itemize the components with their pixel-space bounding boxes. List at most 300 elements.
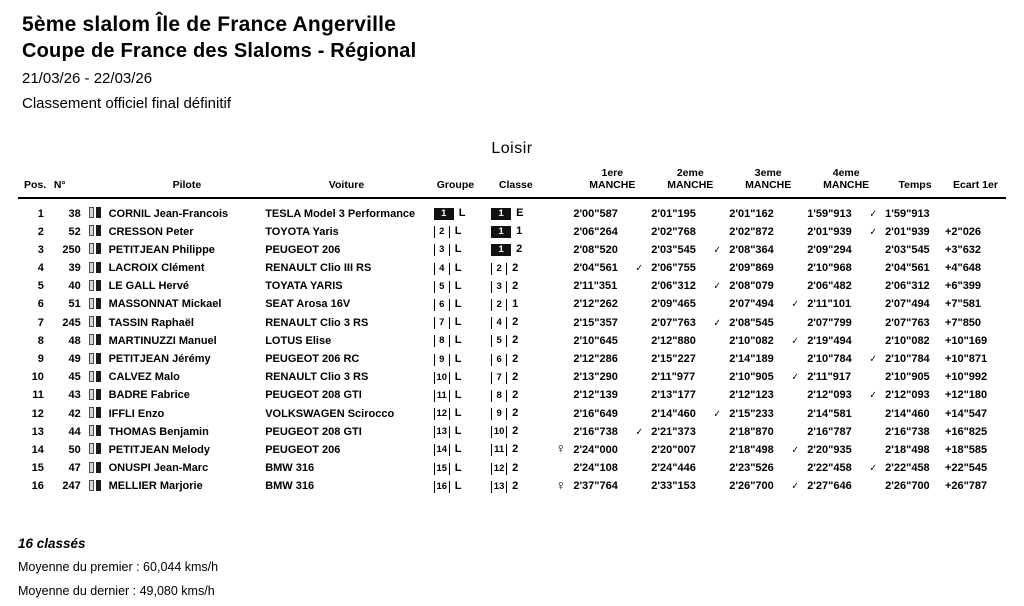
cell-run-4	[807, 277, 885, 295]
cell-class	[483, 368, 548, 386]
class-letter: 2	[512, 443, 519, 456]
license-flag-icon	[89, 243, 103, 254]
group-letter: L	[454, 316, 462, 329]
cell-position: 14	[31, 443, 44, 456]
event-championship: Coupe de France des Slaloms - Régional	[22, 40, 417, 62]
class-rank-badge: 1	[491, 244, 511, 256]
header-row	[18, 168, 1006, 198]
cell-female-marker	[548, 277, 573, 295]
cell-car: LOTUS Elise	[265, 334, 332, 347]
group-rank-badge: 10	[434, 372, 450, 384]
cell-driver-name: CRESSON Peter	[108, 225, 194, 238]
table-row	[18, 259, 1006, 277]
manche4-line2: MANCHE	[823, 178, 870, 191]
cell-gap-to-first: +3"632	[944, 243, 982, 256]
cell-license-icon	[89, 459, 109, 477]
cell-driver-name: BADRE Fabrice	[108, 389, 190, 402]
run-time: 2'07"494	[729, 298, 774, 311]
cell-license-icon	[89, 441, 109, 459]
run-time: 2'08"364	[729, 243, 774, 256]
table-row	[18, 350, 1006, 368]
run-time: 2'26"700	[729, 480, 774, 493]
group-letter: L	[454, 425, 462, 438]
cell-run-2	[651, 295, 729, 313]
run-time: 2'11"917	[807, 371, 852, 384]
table-row	[18, 368, 1006, 386]
cell-run-3	[729, 423, 807, 441]
group-rank-badge: 3	[434, 244, 450, 256]
run-time: 2'02"872	[729, 225, 774, 238]
column-header-pos: Pos.	[24, 178, 47, 191]
class-letter: 2	[512, 370, 519, 383]
cell-driver-name: TASSIN Raphaël	[108, 316, 194, 329]
cell-class	[483, 295, 548, 313]
run-time: 2'13"290	[573, 371, 618, 384]
cell-race-number: 39	[68, 262, 81, 275]
group-rank-badge: 15	[434, 463, 450, 475]
cell-gap-to-first: +18"585	[944, 443, 988, 456]
run-time: 2'09"465	[651, 298, 696, 311]
table-row	[18, 223, 1006, 241]
run-time: 2'16"649	[573, 407, 618, 420]
cell-license-icon	[89, 386, 109, 404]
class-letter: 1	[516, 225, 523, 238]
run-time: 2'02"768	[651, 225, 696, 238]
run-time: 2'10"968	[807, 262, 852, 275]
run-time: 2'15"357	[573, 316, 618, 329]
table-row	[18, 441, 1006, 459]
cell-run-2	[651, 332, 729, 350]
cell-position: 1	[37, 207, 44, 220]
cell-run-2	[651, 459, 729, 477]
group-letter: L	[458, 207, 466, 219]
license-flag-icon	[89, 298, 103, 309]
cell-run-3	[729, 404, 807, 422]
class-letter: 2	[512, 479, 519, 492]
cell-position: 6	[37, 298, 44, 311]
best-run-check-icon: ✓	[791, 372, 799, 384]
best-run-check-icon: ✓	[791, 335, 799, 347]
cell-race-number: 42	[68, 407, 81, 420]
cell-car: PEUGEOT 208 GTI	[265, 425, 362, 438]
cell-driver-name: PETITJEAN Philippe	[108, 243, 215, 256]
class-rank-badge: 6	[491, 354, 507, 366]
cell-car: PEUGEOT 206 RC	[265, 353, 360, 365]
group-rank-badge: 8	[434, 335, 450, 347]
cell-total-time: 2'04"561	[885, 262, 930, 275]
column-header-pilote: Pilote	[172, 178, 202, 191]
cell-run-2	[651, 404, 729, 422]
run-time: 2'20"935	[807, 443, 852, 456]
column-header-icon	[89, 168, 109, 198]
cell-license-icon	[89, 477, 109, 495]
cell-driver-name: MASSONNAT Mickael	[108, 298, 222, 311]
cell-female-marker	[548, 259, 573, 277]
cell-run-1	[573, 350, 651, 368]
run-time: 2'12"123	[729, 389, 774, 402]
cell-group	[428, 259, 483, 277]
cell-license-icon	[89, 368, 109, 386]
cell-run-1	[573, 459, 651, 477]
run-time: 2'04"561	[573, 262, 618, 275]
cell-class	[483, 423, 548, 441]
run-time: 2'11"351	[573, 280, 618, 293]
cell-total-time: 2'06"312	[885, 280, 930, 293]
table-row	[18, 386, 1006, 404]
cell-gap-to-first: +12"180	[944, 389, 988, 402]
column-header-voiture: Voiture	[328, 178, 365, 191]
cell-race-number: 245	[62, 316, 81, 329]
cell-car: SEAT Arosa 16V	[265, 298, 351, 311]
run-time: 2'33"153	[651, 480, 696, 493]
cell-run-4	[807, 295, 885, 313]
cell-driver-name: LACROIX Clément	[108, 262, 205, 275]
average-last: Moyenne du dernier : 49,080 kms/h	[18, 584, 215, 598]
cell-race-number: 247	[62, 480, 81, 493]
cell-position: 10	[31, 371, 44, 384]
cell-license-icon	[89, 423, 109, 441]
run-time: 2'18"498	[729, 443, 774, 456]
cell-run-4	[807, 404, 885, 422]
license-flag-icon	[89, 462, 103, 473]
best-run-check-icon: ✓	[791, 444, 799, 456]
cell-run-1	[573, 277, 651, 295]
results-table	[18, 168, 1006, 495]
cell-race-number: 43	[68, 389, 81, 402]
cell-female-marker	[548, 368, 573, 386]
cell-gap-to-first: +10"169	[944, 334, 988, 347]
class-rank-badge: 11	[491, 444, 507, 456]
cell-run-4	[807, 350, 885, 368]
run-time: 2'01"195	[651, 207, 696, 220]
group-rank-badge: 7	[434, 317, 450, 329]
cell-run-1	[573, 223, 651, 241]
document-header	[22, 12, 416, 115]
group-letter: L	[454, 407, 462, 420]
cell-run-4	[807, 368, 885, 386]
cell-driver-name: THOMAS Benjamin	[108, 425, 209, 438]
cell-race-number: 51	[68, 298, 81, 311]
manche1-line2: MANCHE	[589, 178, 636, 191]
table-body	[18, 198, 1006, 495]
cell-total-time: 2'10"905	[885, 371, 930, 384]
cell-driver-name: CORNIL Jean-Francois	[108, 207, 229, 220]
cell-run-1	[573, 198, 651, 223]
cell-run-4	[807, 477, 885, 495]
column-header-manche4	[807, 168, 885, 198]
license-flag-icon	[89, 316, 103, 327]
best-run-check-icon: ✓	[635, 263, 644, 275]
run-time: 2'10"082	[729, 334, 774, 347]
cell-total-time: 2'22"458	[885, 462, 930, 475]
best-run-check-icon: ✓	[635, 426, 644, 438]
run-time: 2'14"189	[729, 353, 774, 365]
cell-run-1	[573, 259, 651, 277]
run-time: 2'15"227	[651, 353, 696, 365]
cell-run-1	[573, 441, 651, 459]
cell-run-3	[729, 241, 807, 259]
event-title: 5ème slalom Île de France Angerville	[22, 13, 397, 36]
cell-position: 8	[37, 334, 44, 347]
cell-group	[428, 386, 483, 404]
license-flag-icon	[89, 262, 103, 273]
license-flag-icon	[89, 353, 103, 364]
cell-gap-to-first: +14"547	[944, 407, 988, 420]
class-rank-badge: 1	[491, 208, 511, 220]
group-letter: L	[454, 370, 462, 383]
cell-position: 13	[31, 425, 44, 438]
category-title: Loisir	[491, 140, 533, 157]
class-rank-badge: 2	[491, 299, 507, 311]
group-rank-badge: 11	[434, 390, 450, 402]
run-time: 2'13"177	[651, 389, 696, 402]
cell-group	[428, 314, 483, 332]
cell-run-3	[729, 259, 807, 277]
group-rank-badge: 1	[434, 208, 454, 220]
run-time: 2'11"977	[651, 371, 696, 384]
column-header-female	[548, 168, 573, 198]
cell-car: PEUGEOT 206	[265, 243, 341, 256]
class-rank-badge: 7	[491, 372, 507, 384]
run-time: 2'24"446	[651, 462, 696, 475]
cell-run-2	[651, 259, 729, 277]
class-rank-badge: 4	[491, 317, 507, 329]
cell-license-icon	[89, 350, 109, 368]
best-run-check-icon: ✓	[869, 390, 877, 402]
cell-female-marker	[548, 295, 573, 313]
cell-car: TOYOTA Yaris	[265, 225, 339, 238]
best-run-check-icon: ✓	[791, 481, 799, 493]
cell-run-2	[651, 241, 729, 259]
cell-run-1	[573, 295, 651, 313]
cell-class	[483, 223, 548, 241]
cell-car: TESLA Model 3 Performance	[265, 207, 416, 220]
group-letter: L	[454, 243, 462, 256]
cell-driver-name: MELLIER Marjorie	[108, 480, 203, 493]
cell-car: TOYATA YARIS	[265, 280, 343, 293]
class-rank-badge: 13	[491, 481, 507, 493]
column-header-manche2	[651, 168, 729, 198]
run-time: 2'03"545	[651, 243, 696, 256]
table-row	[18, 241, 1006, 259]
cell-run-4	[807, 386, 885, 404]
group-letter: L	[454, 225, 462, 238]
document-subtitle: Classement officiel final définitif	[22, 95, 231, 112]
cell-run-1	[573, 368, 651, 386]
run-time: 2'06"755	[651, 262, 696, 275]
cell-female-marker	[548, 423, 573, 441]
run-time: 2'08"545	[729, 316, 774, 329]
table-row	[18, 404, 1006, 422]
cell-run-3	[729, 277, 807, 295]
class-letter: 2	[512, 425, 519, 438]
manche2-line2: MANCHE	[667, 178, 714, 191]
cell-run-3	[729, 441, 807, 459]
cell-car: PEUGEOT 206	[265, 443, 341, 456]
class-letter: E	[516, 207, 524, 219]
group-rank-badge: 12	[434, 408, 450, 420]
cell-license-icon	[89, 404, 109, 422]
cell-gap-to-first: +16"825	[944, 425, 988, 438]
group-letter: L	[454, 461, 462, 474]
cell-race-number: 47	[68, 462, 81, 475]
cell-class	[483, 404, 548, 422]
run-time: 2'00"587	[573, 207, 618, 220]
cell-group	[428, 277, 483, 295]
cell-position: 12	[31, 407, 44, 420]
run-time: 2'11"101	[807, 298, 852, 311]
cell-run-1	[573, 423, 651, 441]
license-flag-icon	[89, 389, 103, 400]
group-rank-badge: 6	[434, 299, 450, 311]
cell-run-2	[651, 423, 729, 441]
cell-female-marker	[548, 404, 573, 422]
cell-female-marker	[548, 477, 573, 495]
group-letter: L	[454, 261, 462, 274]
run-time: 2'12"880	[651, 334, 696, 347]
cell-group	[428, 368, 483, 386]
cell-run-1	[573, 404, 651, 422]
run-time: 2'14"581	[807, 407, 852, 420]
cell-run-4	[807, 223, 885, 241]
license-flag-icon	[89, 425, 103, 436]
run-time: 2'10"905	[729, 371, 774, 384]
license-flag-icon	[89, 371, 103, 382]
group-letter: L	[454, 334, 462, 347]
cell-license-icon	[89, 332, 109, 350]
cell-female-marker	[548, 314, 573, 332]
group-letter: L	[454, 443, 462, 456]
run-time: 2'16"787	[807, 425, 852, 438]
cell-run-2	[651, 477, 729, 495]
cell-gap-to-first: +6"399	[944, 280, 982, 293]
cell-run-4	[807, 423, 885, 441]
cell-female-marker	[548, 350, 573, 368]
cell-class	[483, 198, 548, 223]
cell-group	[428, 477, 483, 495]
cell-driver-name: LE GALL Hervé	[108, 280, 190, 293]
license-flag-icon	[89, 443, 103, 454]
cell-female-marker	[548, 223, 573, 241]
group-letter: L	[454, 279, 462, 292]
cell-total-time: 2'03"545	[885, 243, 930, 256]
cell-total-time: 2'16"738	[885, 425, 930, 438]
run-time: 2'01"162	[729, 207, 774, 220]
run-time: 2'01"939	[807, 225, 852, 238]
run-time: 2'15"233	[729, 407, 774, 420]
cell-run-3	[729, 350, 807, 368]
run-time: 2'16"738	[573, 425, 618, 438]
cell-race-number: 45	[68, 371, 81, 384]
cell-run-2	[651, 198, 729, 223]
best-run-check-icon: ✓	[713, 317, 722, 329]
cell-run-3	[729, 332, 807, 350]
cell-total-time: 2'07"763	[885, 316, 930, 329]
cell-run-2	[651, 223, 729, 241]
manche4-line1: 4eme	[832, 167, 860, 179]
table-row	[18, 332, 1006, 350]
best-run-check-icon: ✓	[713, 244, 722, 256]
cell-position: 9	[37, 353, 44, 365]
cell-group	[428, 350, 483, 368]
group-letter: L	[454, 479, 462, 492]
cell-female-marker	[548, 198, 573, 223]
cell-driver-name: MARTINUZZI Manuel	[108, 334, 217, 347]
cell-group	[428, 198, 483, 223]
cell-run-2	[651, 350, 729, 368]
run-time: 2'06"312	[651, 280, 696, 293]
cell-car: VOLKSWAGEN Scirocco	[265, 407, 395, 420]
event-dates: 21/03/26 - 22/03/26	[22, 70, 153, 87]
group-letter: L	[454, 388, 462, 401]
classified-count: 16 classés	[18, 536, 86, 551]
cell-class	[483, 386, 548, 404]
manche2-line1: 2eme	[676, 167, 704, 179]
cell-car: RENAULT Clio III RS	[265, 262, 372, 275]
cell-race-number: 48	[68, 334, 81, 347]
cell-run-1	[573, 314, 651, 332]
cell-class	[483, 459, 548, 477]
group-rank-badge: 13	[434, 426, 450, 438]
cell-gap-to-first: +10"871	[944, 353, 988, 365]
run-time: 2'10"645	[573, 334, 618, 347]
cell-position: 4	[37, 262, 44, 275]
cell-driver-name: CALVEZ Malo	[108, 371, 180, 384]
column-header-temps: Temps	[898, 178, 932, 191]
cell-run-4	[807, 441, 885, 459]
cell-driver-name: PETITJEAN Melody	[108, 443, 211, 456]
cell-gap-to-first: +7"581	[944, 298, 982, 311]
column-header-groupe: Groupe	[436, 178, 475, 191]
cell-car: RENAULT Clio 3 RS	[265, 371, 369, 384]
class-rank-badge: 8	[491, 390, 507, 402]
cell-gap-to-first: +4"648	[944, 262, 982, 275]
run-time: 2'06"264	[573, 225, 618, 238]
class-letter: 2	[512, 407, 519, 420]
group-rank-badge: 16	[434, 481, 450, 493]
run-time: 2'19"494	[807, 334, 852, 347]
column-header-num: N°	[53, 178, 66, 191]
cell-license-icon	[89, 295, 109, 313]
group-rank-badge: 2	[434, 226, 450, 238]
class-letter: 2	[512, 461, 519, 474]
cell-gap-to-first: +10"992	[944, 371, 988, 384]
group-rank-badge: 9	[434, 354, 450, 366]
run-time: 2'18"870	[729, 425, 774, 438]
cell-position: 15	[31, 462, 44, 475]
cell-class	[483, 241, 548, 259]
run-time: 2'24"000	[573, 443, 618, 456]
cell-class	[483, 314, 548, 332]
cell-total-time: 2'10"082	[885, 334, 930, 347]
cell-run-4	[807, 198, 885, 223]
license-flag-icon	[89, 225, 103, 236]
cell-total-time: 2'14"460	[885, 407, 930, 420]
class-rank-badge: 10	[491, 426, 507, 438]
cell-run-1	[573, 477, 651, 495]
cell-position: 11	[32, 389, 44, 402]
run-time: 2'09"869	[729, 262, 774, 275]
class-letter: 2	[512, 352, 519, 365]
cell-driver-name: PETITJEAN Jérémy	[108, 353, 211, 365]
cell-position: 3	[37, 243, 44, 256]
cell-total-time: 2'01"939	[885, 225, 930, 238]
cell-run-2	[651, 441, 729, 459]
table-row	[18, 277, 1006, 295]
class-letter: 2	[512, 279, 519, 292]
table-row	[18, 295, 1006, 313]
cell-class	[483, 441, 548, 459]
